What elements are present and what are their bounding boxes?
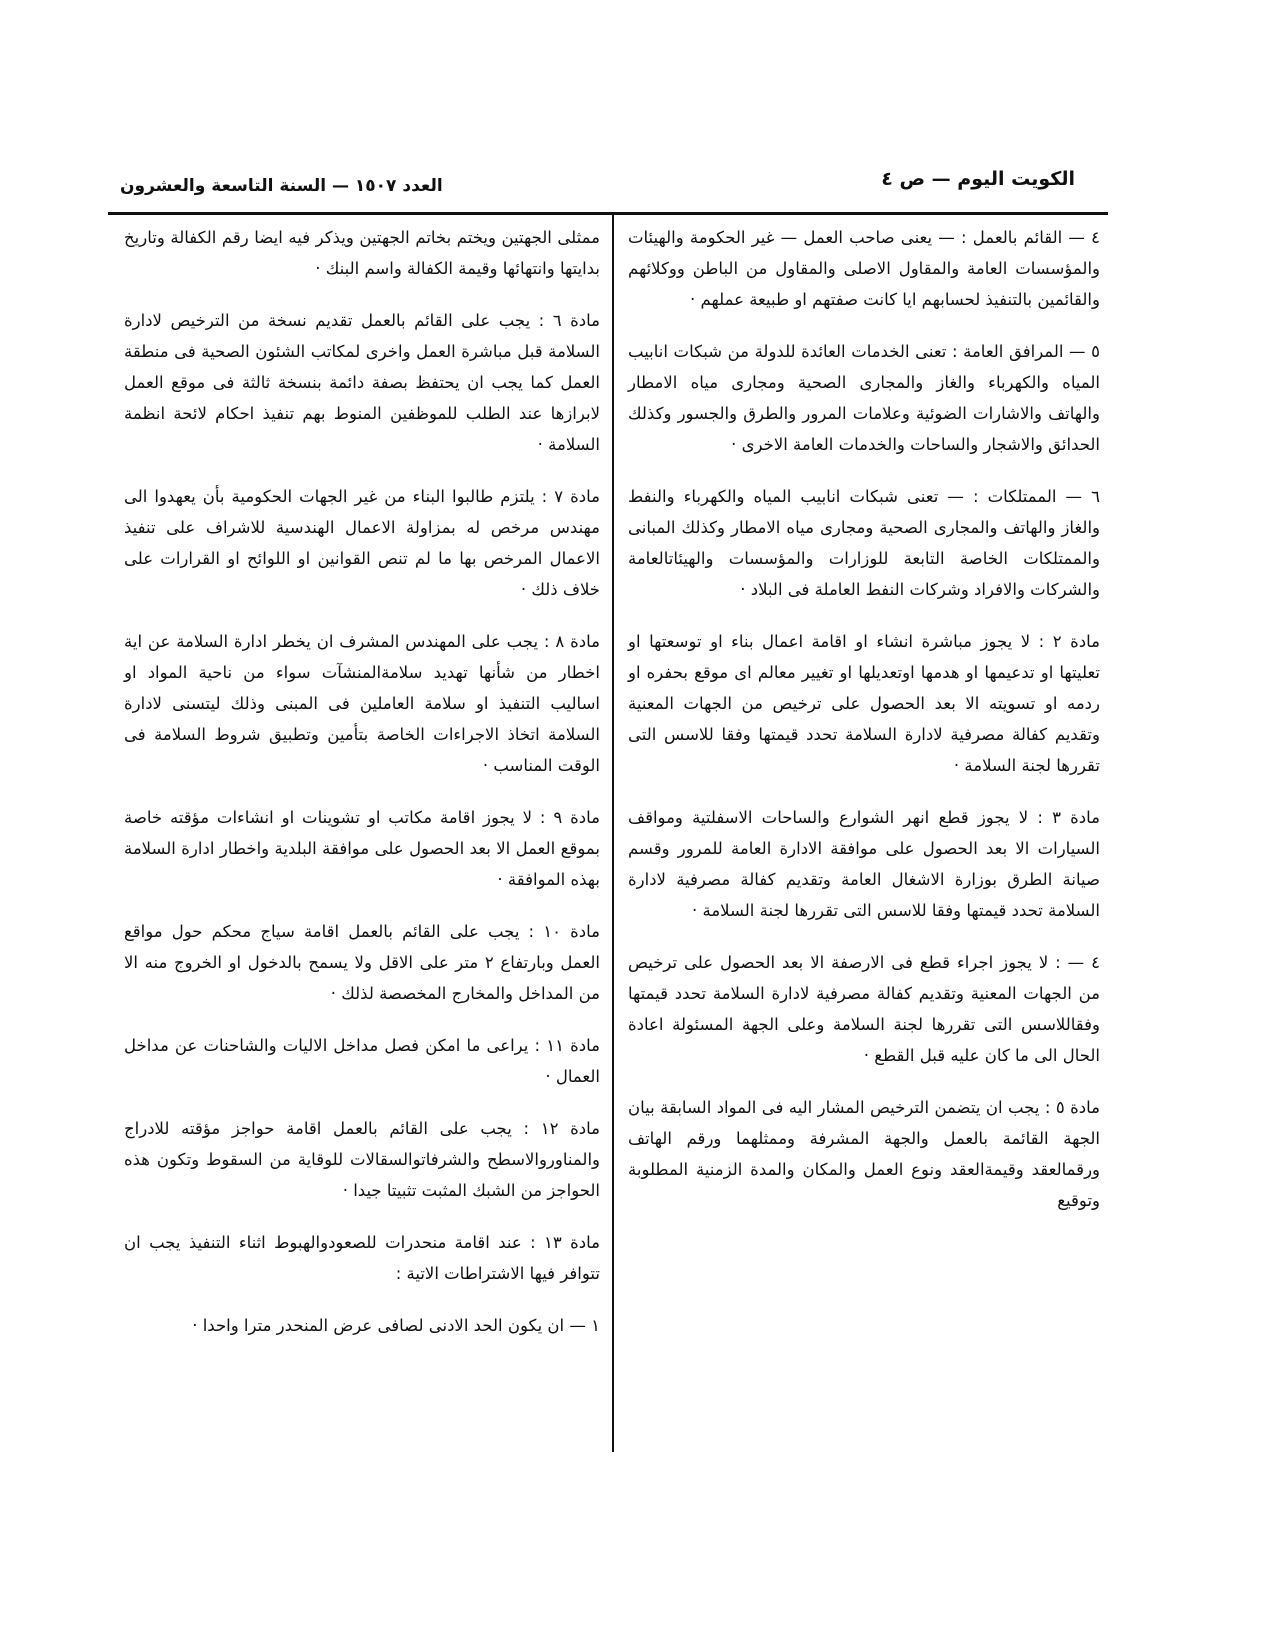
paragraph: ٥ — المرافق العامة : تعنى الخدمات العائدة للدولة من شبكات انابيب المياه والكهرباء والغاز والمجارى الصحية ومجارى مياه الامطار والهاتف والاشارات الضوئية وعلامات المرور والطرق والجسور وكذلك الحدائق والاشجار والساحات والخدمات العامة الاخرى · bbox=[628, 342, 1100, 454]
paragraph: مادة ١٢ : يجب على القائم بالعمل اقامة حواجز مؤقته للادراج والمناوروالاسطح والشرفاتوالسقالات للوقاية من السقوط وتكون هذه الحواجز من الشبك المثبت تثبيتا جيدا · bbox=[124, 1119, 600, 1200]
paragraph: ٤ — القائم بالعمل : — يعنى صاحب العمل — غير الحكومة والهيئات والمؤسسات العامة والمقاول الاصلى والمقاول من الباطن ووكلائهم والقائمين بالتنفيذ لحسابهم ايا كانت صفتهم او طبيعة عملهم · bbox=[628, 228, 1100, 309]
paragraph: ١ — ان يكون الحد الادنى لصافى عرض المنحدر مترا واحدا · bbox=[192, 1316, 600, 1335]
paragraph: مادة ٩ : لا يجوز اقامة مكاتب او تشوينات او انشاءات مؤقته خاصة بموقع العمل الا بعد الحصول على موافقة البلدية واخطار ادارة السلامة بهذه الموافقة · bbox=[124, 808, 600, 889]
paragraph: مادة ٧ : يلتزم طالبوا البناء من غير الجهات الحكومية بأن يعهدوا الى مهندس مرخص له بمزاولة الاعمال الهندسية للاشراف على تنفيذ الاعمال المرخص بها ما لم تنص القوانين او اللوائح او القرارات على خلاف ذلك · bbox=[124, 487, 600, 599]
paragraph: مادة ٢ : لا يجوز مباشرة انشاء او اقامة اعمال بناء او توسعتها او تعليتها او تدعيمها او هدمها اوتعديلها او تغيير معالم اى موقع بحفره او ردمه او تسويته الا بعد الحصول على ترخيص من الجهات المعنية وتقديم كفالة مصرفية لادارة السلامة تحدد قيمتها وفقا للاسس التى تقررها لجنة السلامة · bbox=[628, 632, 1100, 775]
paragraph: مادة ١٣ : عند اقامة منحدرات للصعودوالهبوط اثناء التنفيذ يجب ان تتوافر فيها الاشتراطات الاتية : bbox=[124, 1233, 600, 1283]
paragraph: مادة ٣ : لا يجوز قطع انهر الشوارع والساحات الاسفلتية ومواقف السيارات الا بعد الحصول على موافقة الادارة العامة للمرور وقسم صيانة الطرق بوزارة الاشغال العامة وتقديم كفالة مصرفية لادارة السلامة تحدد قيمتها وفقا للاسس التى تقررها لجنة السلامة · bbox=[628, 808, 1100, 920]
paragraph: مادة ٦ : يجب على القائم بالعمل تقديم نسخة من الترخيص لادارة السلامة قبل مباشرة العمل واخرى لمكاتب الشئون الصحية فى منطقة العمل كما يجب ان يحتفظ بصفة دائمة بنسخة ثالثة فى موقع العمل لابرازها عند الطلب للموظفين المنوط بهم تنفيذ احكام لائحة انظمة السلامة · bbox=[124, 311, 601, 454]
left-column bbox=[124, 222, 600, 1362]
paragraph: مادة ١١ : يراعى ما امكن فصل مداخل الاليات والشاحنات عن مداخل العمال · bbox=[124, 1036, 600, 1086]
paragraph: ٦ — الممتلكات : — تعنى شبكات انابيب المياه والكهرباء والنفط والغاز والهاتف والمجارى الصحية ومجارى مياه الامطار وكذلك المبانى والممتلكات الخاصة التابعة للوزارات والمؤسسات والهيئاتالعامة والشركات والافراد وشركات النفط العاملة فى البلاد · bbox=[628, 487, 1100, 599]
page-header-right: الكويت اليوم — ص ٤ bbox=[881, 168, 1075, 190]
paragraph: مادة ٥ : يجب ان يتضمن الترخيص المشار اليه فى المواد السابقة بيان الجهة القائمة بالعمل والجهة المشرفة وممثلهما ورقم الهاتف ورقمالعقد وقيمةالعقد ونوع العمل والمكان والمدة الزمنية المطلوبة وتوقيع bbox=[628, 1098, 1100, 1210]
right-column bbox=[628, 222, 1100, 1237]
header-rule bbox=[108, 212, 1108, 215]
paragraph: ممثلى الجهتين ويختم بخاتم الجهتين ويذكر فيه ايضا رقم الكفالة وتاريخ بدايتها وانتهائها وقيمة الكفالة واسم البنك · bbox=[124, 228, 600, 278]
paragraph: ٤ — : لا يجوز اجراء قطع فى الارصفة الا بعد الحصول على ترخيص من الجهات المعنية وتقديم كفالة مصرفية لادارة السلامة تحدد قيمتها وفقاللاسس التى تقررها لجنة السلامة وعلى الجهة المسئولة اعادة الحال الى ما كان عليه قبل القطع · bbox=[628, 953, 1100, 1065]
column-divider bbox=[612, 212, 614, 1452]
paragraph: مادة ٨ : يجب على المهندس المشرف ان يخطر ادارة السلامة عن اية اخطار من شأنها تهديد سلامةالمنشآت سواء من ناحية المواد او اساليب التنفيذ او سلامة العاملين فى المبنى وذلك ليتسنى لادارة السلامة اتخاذ الاجراءات الخاصة بتأمين وتطبيق شروط السلامة فى الوقت المناسب · bbox=[124, 632, 600, 775]
page-header-left: العدد ١٥٠٧ — السنة التاسعة والعشرون bbox=[120, 176, 443, 196]
paragraph: مادة ١٠ : يجب على القائم بالعمل اقامة سياج محكم حول مواقع العمل وبارتفاع ٢ متر على الاقل ولا يسمح بالدخول او الخروج منه الا من المداخل والمخارج المخصصة لذلك · bbox=[124, 922, 601, 1003]
